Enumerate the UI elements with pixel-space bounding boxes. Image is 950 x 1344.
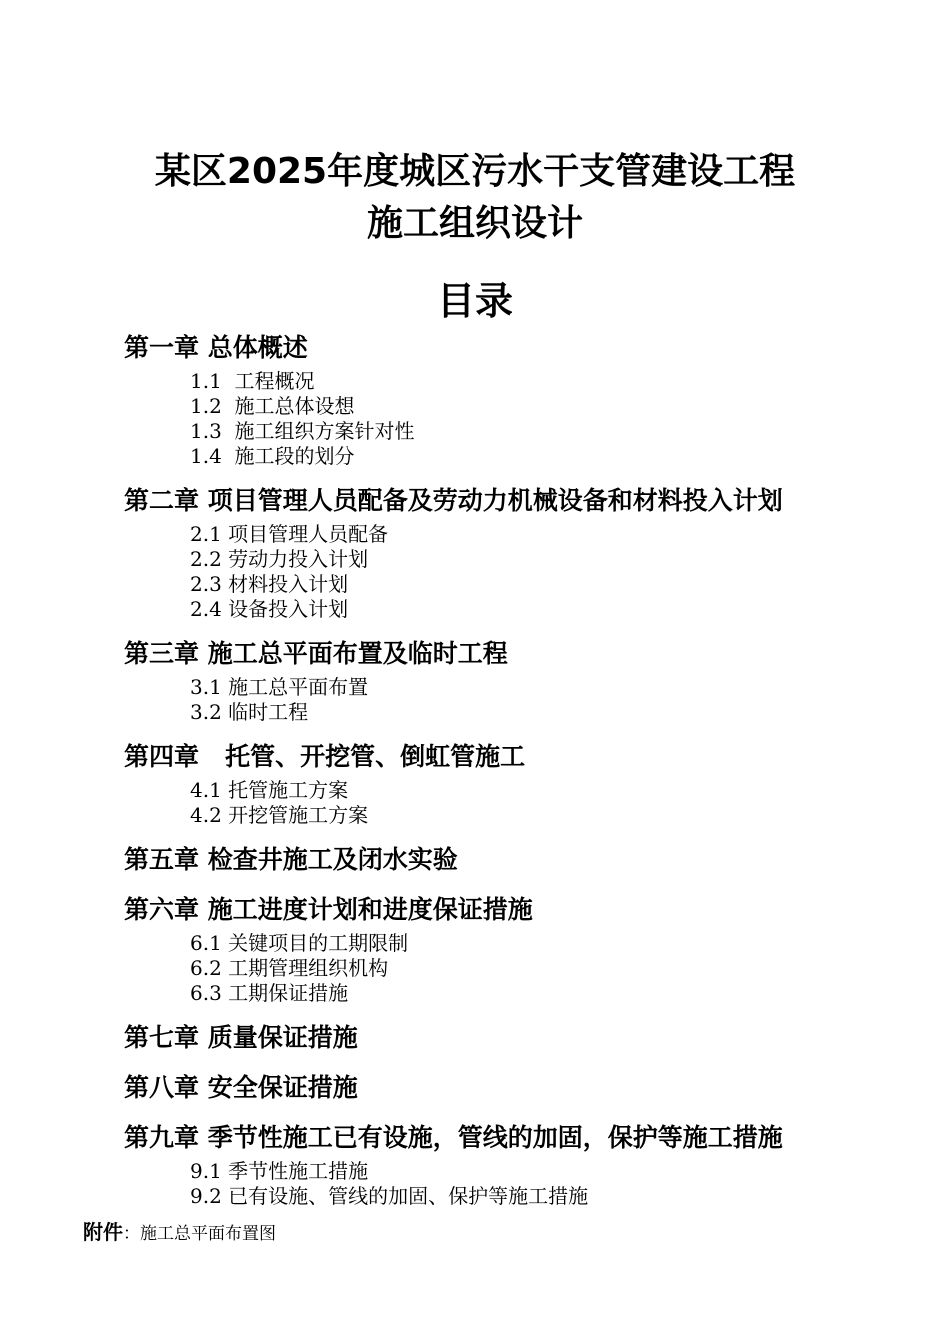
toc-section: 9.2 已有设施、管线的加固、保护等施工措施 — [190, 1184, 589, 1208]
toc-section-list — [124, 369, 924, 469]
toc-section: 1.2 施工总体设想 — [190, 394, 355, 418]
toc-section: 2.4 设备投入计划 — [190, 597, 349, 621]
toc-section: 2.1 项目管理人员配备 — [190, 522, 389, 546]
toc-section: 1.4 施工段的划分 — [190, 444, 355, 468]
toc-chapter: 第三章 施工总平面布置及临时工程 — [124, 639, 508, 668]
toc-section: 2.3 材料投入计划 — [190, 572, 349, 596]
toc-chapter: 第八章 安全保证措施 — [124, 1073, 358, 1102]
toc-section: 3.2 临时工程 — [190, 700, 309, 724]
toc-section: 3.1 施工总平面布置 — [190, 675, 369, 699]
toc-chapter: 第六章 施工进度计划和进度保证措施 — [124, 895, 533, 924]
toc-section-list — [124, 931, 924, 1006]
toc-section: 6.3 工期保证措施 — [190, 981, 349, 1005]
toc-chapter: 第七章 质量保证措施 — [124, 1023, 358, 1052]
toc-section-list — [124, 675, 924, 725]
toc-heading: 目录 — [436, 279, 513, 323]
toc-chapter: 第四章 托管、开挖管、倒虹管施工 — [124, 742, 526, 771]
toc-section: 1.3 施工组织方案针对性 — [190, 419, 415, 443]
toc-section: 9.1 季节性施工措施 — [190, 1159, 369, 1183]
document-subtitle: 施工组织设计 — [366, 203, 583, 244]
toc-section: 1.1 工程概况 — [190, 369, 315, 393]
toc-section: 4.2 开挖管施工方案 — [190, 803, 369, 827]
toc-section: 6.2 工期管理组织机构 — [190, 956, 389, 980]
toc-section: 6.1 关键项目的工期限制 — [190, 931, 409, 955]
table-of-contents — [124, 330, 924, 1209]
toc-section-list — [124, 1159, 924, 1209]
toc-section: 2.2 劳动力投入计划 — [190, 547, 369, 571]
attachment-label: 附件 — [83, 1220, 123, 1244]
attachment-text: ：施工总平面布置图 — [123, 1224, 276, 1244]
attachment-line — [83, 1216, 276, 1245]
document-title: 某区2025年度城区污水干支管建设工程 — [154, 151, 796, 192]
toc-chapter: 第一章 总体概述 — [124, 333, 308, 362]
toc-section-list — [124, 522, 924, 622]
toc-chapter: 第五章 检查井施工及闭水实验 — [124, 845, 458, 874]
toc-chapter: 第二章 项目管理人员配备及劳动力机械设备和材料投入计划 — [124, 486, 783, 515]
toc-section-list — [124, 778, 924, 828]
toc-section: 4.1 托管施工方案 — [190, 778, 349, 802]
toc-chapter: 第九章 季节性施工已有设施，管线的加固，保护等施工措施 — [124, 1123, 783, 1152]
